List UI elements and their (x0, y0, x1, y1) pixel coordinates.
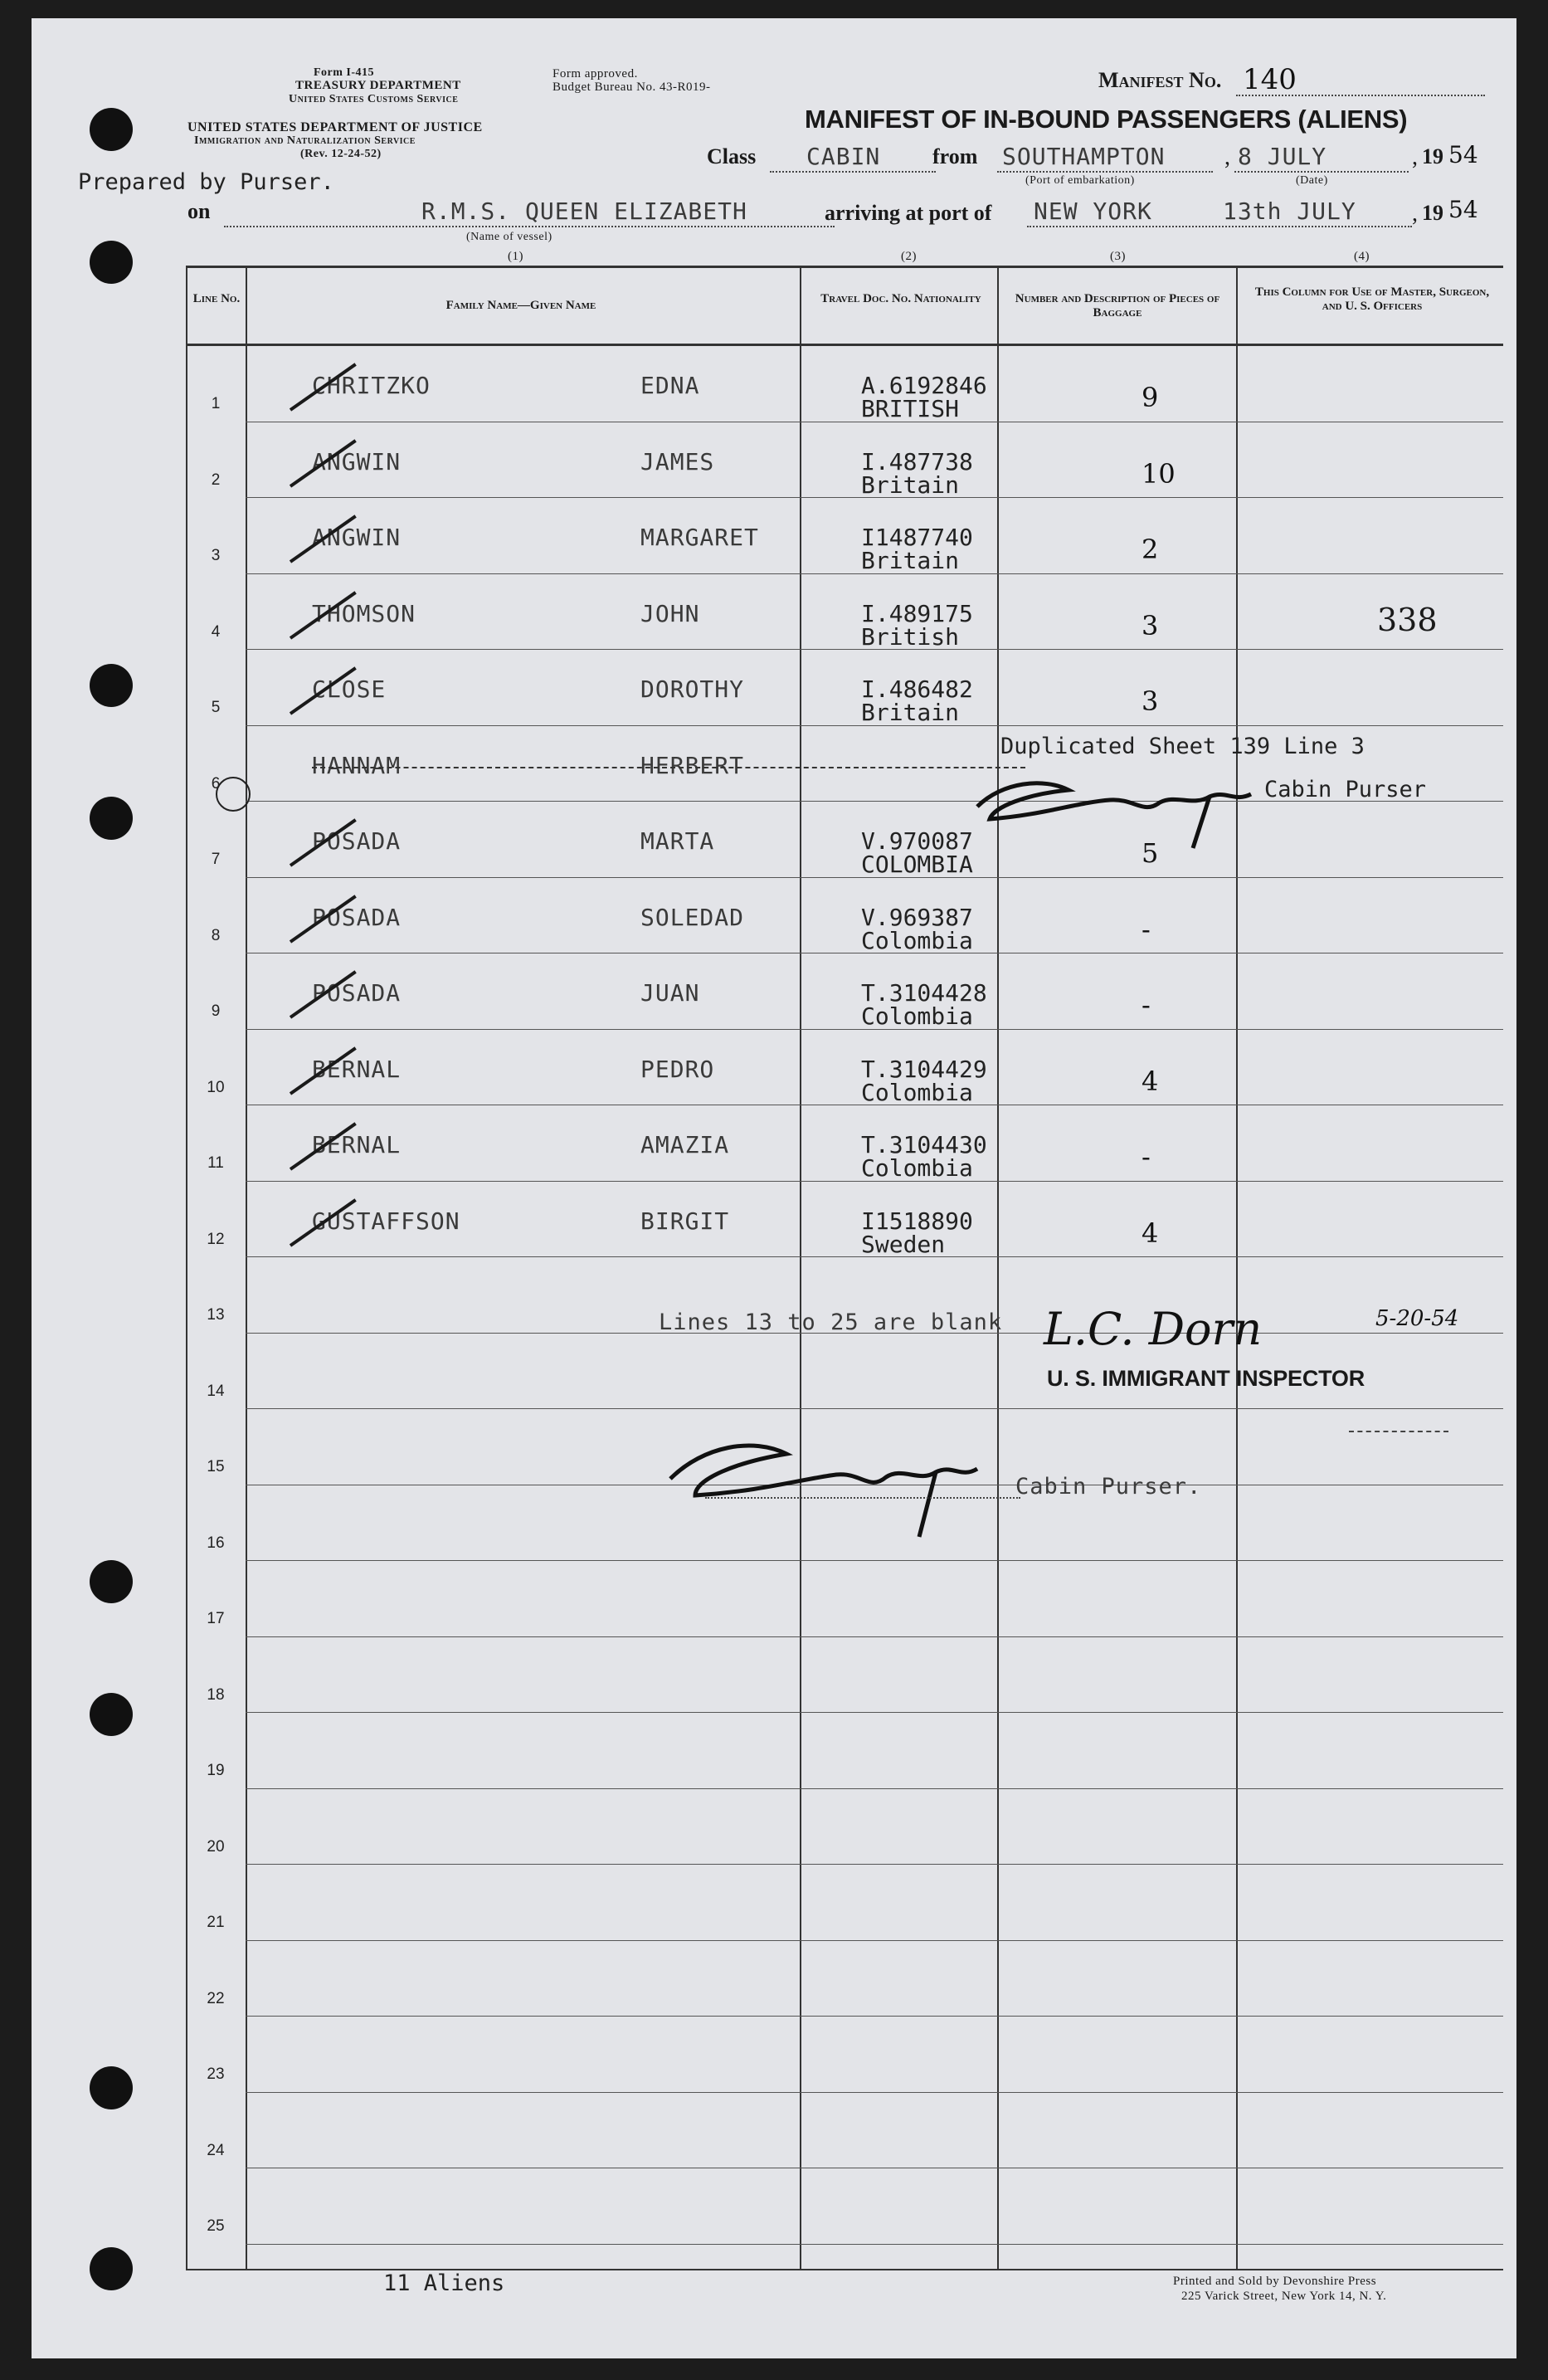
family-name: THOMSON (312, 600, 416, 627)
year-prefix-1: 19 (1422, 144, 1443, 168)
col-header-travel-doc: Travel Doc. No. Nationality (820, 292, 981, 305)
manifest-no-label: Manifest No. (1098, 68, 1222, 92)
family-name: BERNAL (312, 1056, 402, 1083)
justice-dept: UNITED STATES DEPARTMENT OF JUSTICE (187, 120, 483, 134)
budget-bureau: Budget Bureau No. 43-R019- (553, 80, 711, 94)
manifest-sheet: Form I-415 TREASURY DEPARTMENT United States Customs Service UNITED STATES DEPARTMENT OF JUSTICE Immigration and Naturalization Service (Rev. 12-24-52) Form approved. Budget Bureau No. 43-R019- Manifest No. 140 MANIFEST OF IN-BOUND PASSENGERS (ALIENS) Class CABIN from SOUTHAMPTON , (Port of embarkation) 8 JULY (Date) , 19 54 Prepared by Purser. on R.M.S. QUEEN ELIZABETH (Name of vessel) arriving at port of NEW YORK 13th JULY , 19 54 (1) (2) (3) (4) Line No. Family Name—Given Name Travel Doc. No. Nationality Number and Description of Pieces of Baggage This Column for Use of Master, Surgeon, and U. S. Officers 1 CHRITZKO EDNA A.6192846 BRITISH 9 2 ANGWIN JAMES I.487738 Britain 10 3 ANGWIN MARGARET I1487740 Britain 2 4 THOMSON JOHN I.489175 British 3 338 5 CLOSE DOROTHY I.486482 Britain 3 6 HANNAM HERBERT 7 POSADA MARTA V.970087 COLOMBIA 5 8 POSADA SOLEDAD V.969387 Colombia - 9 POSADA JUAN T.3104428 Colombia - 10 BERNAL PEDRO T.3104429 Colombia 4 11 BERNAL AMAZIA T.3104430 Colombia - 12 GUSTAFFSON BIRGIT I1518890 Sweden 4 13 14 15 16 17 18 19 20 21 22 23 24 25 Duplicated Sheet 139 Line 3 Cabin Purser Lines 13 to 25 are blank L.C. Dorn 5-20-54 U. S. IMMIGRANT INSPECTOR Cabin Purser. 11 Aliens Printed and Sold by Devonshire Press 225 Varick Street, New York 14, N. Y. (32, 18, 1516, 2358)
year-suffix-2: 54 (1448, 196, 1478, 223)
printer-line-2: 225 Varick Street, New York 14, N. Y. (1181, 2290, 1387, 2303)
baggage-count: - (1142, 914, 1151, 945)
baggage-count: 3 (1142, 685, 1159, 717)
punch-hole (90, 1693, 133, 1736)
row-rule (246, 2244, 1503, 2245)
nationality: British (861, 623, 960, 651)
nationality: Colombia (861, 1154, 973, 1182)
given-name: PEDRO (640, 1056, 715, 1083)
col-header-baggage: Number and Description of Pieces of Baggage (1015, 292, 1220, 319)
line-number: 16 (207, 1534, 225, 1552)
family-name: CHRITZKO (312, 372, 431, 399)
inspector-caption: U. S. IMMIGRANT INSPECTOR (1047, 1366, 1365, 1391)
form-approved: Form approved. (553, 67, 638, 80)
nationality: Britain (861, 547, 960, 574)
row-rule (246, 1560, 1503, 1561)
row-rule (246, 1408, 1503, 1409)
inspector-signature: L.C. Dorn (1044, 1303, 1263, 1355)
baggage-count: 4 (1142, 1066, 1159, 1097)
given-name: SOLEDAD (640, 904, 745, 931)
line-number: 23 (207, 2065, 225, 2083)
officer-note: 338 (1377, 602, 1438, 638)
line-number: 14 (207, 1383, 225, 1400)
form-revision: (Rev. 12-24-52) (300, 148, 382, 160)
travel-doc-no: I1518890 (861, 1207, 973, 1235)
line-number: 7 (211, 851, 221, 868)
line-number: 1 (211, 395, 221, 412)
duplicated-sheet-note: Duplicated Sheet 139 Line 3 (1000, 734, 1365, 759)
punch-hole (90, 2247, 133, 2290)
port-embarkation-caption: (Port of embarkation) (1025, 174, 1135, 187)
line-number: 25 (207, 2217, 225, 2235)
purser-signature (645, 1412, 1019, 1545)
customs-service: United States Customs Service (289, 93, 459, 105)
baggage-count: 2 (1142, 534, 1159, 565)
given-name: EDNA (640, 372, 700, 399)
punch-hole (90, 797, 133, 840)
col-number-3: (3) (1110, 250, 1126, 263)
family-name: HANNAM (312, 752, 402, 779)
nationality: Britain (861, 471, 960, 499)
family-name: POSADA (312, 827, 402, 855)
line-number: 12 (207, 1231, 225, 1248)
purser-signature-line6 (944, 757, 1276, 856)
travel-doc-no: I.489175 (861, 600, 973, 627)
punch-hole (90, 1560, 133, 1603)
line-number: 19 (207, 1762, 225, 1779)
ins-service: Immigration and Naturalization Service (194, 134, 416, 147)
given-name: DOROTHY (640, 675, 745, 703)
class-value: CABIN (806, 143, 881, 170)
family-name: GUSTAFFSON (312, 1207, 460, 1235)
nationality: Britain (861, 699, 960, 726)
arrival-port: NEW YORK (1034, 198, 1152, 225)
baggage-count: 10 (1142, 458, 1176, 490)
treasury-dept: TREASURY DEPARTMENT (295, 79, 461, 92)
family-name: POSADA (312, 979, 402, 1007)
year-suffix-1: 54 (1448, 141, 1478, 168)
line-number: 13 (207, 1306, 225, 1324)
row-rule (246, 2092, 1503, 2093)
line-number: 10 (207, 1079, 225, 1096)
given-name: AMAZIA (640, 1131, 730, 1158)
baggage-count: - (1142, 1141, 1151, 1173)
line-number: 22 (207, 1990, 225, 2007)
line-number: 2 (211, 471, 221, 489)
family-name: ANGWIN (312, 448, 402, 476)
punch-hole (90, 664, 133, 707)
col-header-name: Family Name—Given Name (445, 299, 596, 312)
line-number: 15 (207, 1458, 225, 1475)
family-name: POSADA (312, 904, 402, 931)
punch-hole (90, 108, 133, 151)
row-rule (246, 1712, 1503, 1713)
nationality: Sweden (861, 1231, 946, 1258)
nationality: COLOMBIA (861, 851, 973, 878)
line-number: 17 (207, 1610, 225, 1627)
line-number: 5 (211, 699, 221, 716)
row-rule (246, 1864, 1503, 1865)
punch-hole (90, 2066, 133, 2109)
baggage-count: 3 (1142, 610, 1159, 641)
on-label: on (187, 199, 211, 223)
nationality: BRITISH (861, 395, 960, 422)
family-name: BERNAL (312, 1131, 402, 1158)
travel-doc-no: T.3104430 (861, 1131, 987, 1158)
baggage-count: 9 (1142, 382, 1159, 413)
punch-hole (90, 241, 133, 284)
baggage-count: 5 (1142, 837, 1159, 869)
given-name: MARTA (640, 827, 715, 855)
line-number: 21 (207, 1914, 225, 1931)
arriving-label: arriving at port of (825, 201, 992, 225)
departure-date: 8 JULY (1238, 143, 1327, 170)
given-name: BIRGIT (640, 1207, 730, 1235)
travel-doc-no: V.969387 (861, 904, 973, 931)
given-name: JUAN (640, 979, 700, 1007)
year-prefix-2: 19 (1422, 201, 1443, 225)
arrival-date: 13th JULY (1223, 198, 1356, 225)
travel-doc-no: I1487740 (861, 524, 973, 551)
row-rule (246, 1636, 1503, 1637)
from-label: from (932, 144, 978, 168)
purser-caption: Cabin Purser. (1015, 1474, 1202, 1500)
line-number: 8 (211, 927, 221, 944)
port-embarkation: SOUTHAMPTON (1002, 143, 1166, 170)
class-label: Class (707, 144, 757, 168)
col-number-4: (4) (1354, 250, 1370, 263)
family-name: CLOSE (312, 675, 387, 703)
travel-doc-no: T.3104429 (861, 1056, 987, 1083)
date-caption: (Date) (1296, 174, 1328, 187)
line-number: 24 (207, 2142, 225, 2159)
family-name: ANGWIN (312, 524, 402, 551)
given-name: JAMES (640, 448, 715, 476)
col-header-line-no: Line No. (192, 292, 241, 305)
printer-line-1: Printed and Sold by Devonshire Press (1173, 2275, 1377, 2288)
vessel-caption: (Name of vessel) (466, 231, 553, 243)
total-aliens: 11 Aliens (383, 2270, 505, 2296)
inspector-date: 5-20-54 (1375, 1306, 1459, 1331)
line-number: 3 (211, 547, 221, 564)
line-number: 6 (211, 775, 221, 793)
nationality: Colombia (861, 1002, 973, 1030)
baggage-count: - (1142, 989, 1151, 1021)
travel-doc-no: I.487738 (861, 448, 973, 476)
row-rule (246, 2016, 1503, 2017)
line-number: 9 (211, 1002, 221, 1020)
line6-purser-caption: Cabin Purser (1264, 777, 1427, 802)
travel-doc-no: T.3104428 (861, 979, 987, 1007)
line-number: 4 (211, 623, 221, 641)
travel-doc-no: A.6192846 (861, 372, 987, 399)
nationality: Colombia (861, 927, 973, 954)
vessel-name: R.M.S. QUEEN ELIZABETH (421, 198, 747, 225)
prepared-by: Prepared by Purser. (78, 169, 334, 195)
col-number-2: (2) (901, 250, 917, 263)
given-name: JOHN (640, 600, 700, 627)
given-name: HERBERT (640, 752, 745, 779)
given-name: MARGARET (640, 524, 759, 551)
travel-doc-no: V.970087 (861, 827, 973, 855)
travel-doc-no: I.486482 (861, 675, 973, 703)
line-number: 11 (207, 1154, 224, 1172)
strike-through-line (312, 767, 1025, 768)
nationality: Colombia (861, 1079, 973, 1106)
line-number: 18 (207, 1686, 225, 1704)
form-number: Form I-415 (314, 66, 375, 79)
row-rule (246, 1940, 1503, 1941)
line-number: 20 (207, 1838, 225, 1856)
col-header-officers: This Column for Use of Master, Surgeon, and U. S. Officers (1254, 285, 1490, 313)
manifest-title: MANIFEST OF IN-BOUND PASSENGERS (ALIENS) (805, 105, 1408, 134)
baggage-count: 4 (1142, 1217, 1159, 1249)
col-number-1: (1) (508, 250, 523, 263)
blank-lines-note: Lines 13 to 25 are blank (659, 1309, 1003, 1335)
row-rule (246, 1788, 1503, 1789)
manifest-no-value: 140 (1243, 63, 1297, 96)
